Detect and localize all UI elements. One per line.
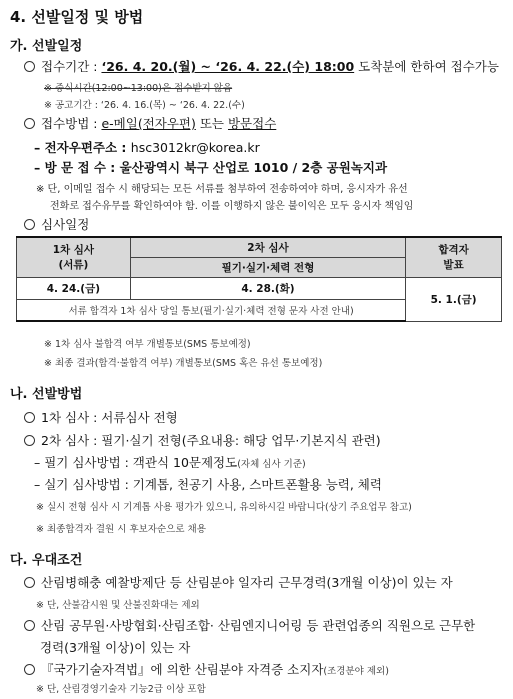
bullet-circle-icon <box>24 61 35 72</box>
method-label: 접수방법 : <box>41 116 102 131</box>
method-note-1: ※ 실시 전형 심사 시 기계톱 사용 평가가 있으니, 유의하시길 바랍니다(상기 주요업무 참고) <box>36 502 412 513</box>
subsection-preference: 다. 우대조건 <box>10 553 83 568</box>
bullet-circle-icon <box>24 664 35 675</box>
method-note-2: ※ 최종합격자 결원 시 후보자순으로 채용 <box>36 524 206 535</box>
method-item-2-text: 2차 심사 : 필기·실기 전형(주요내용: 해당 업무·기본지식 관련) <box>41 433 381 448</box>
receipt-period: ‘26. 4. 20.(월) ~ ‘26. 4. 22.(수) 18:00 <box>101 59 355 74</box>
first-review-date: 4. 24.(금) <box>17 277 131 299</box>
preference-item-3-small: (조경분야 제외) <box>323 666 389 677</box>
visit-line-label: – 방 문 접 수 : <box>34 160 120 175</box>
table-note: 서류 합격자 1차 심사 당일 통보(필기·실기·체력 전형 문자 사전 안내) <box>17 299 406 321</box>
preference-item-2 <box>24 616 475 634</box>
lunch-note: ※ 중식시간(12:00~13:00)은 접수받지 않음 <box>44 83 233 94</box>
receipt-period-line <box>24 57 499 75</box>
email-address[interactable]: hsc3012kr@korea.kr <box>130 140 260 155</box>
second-review-date: 4. 28.(화) <box>130 277 405 299</box>
after-table-note-2: ※ 최종 결과(합격·불합격 여부) 개별통보(SMS 혹은 유선 통보예정) <box>44 358 323 369</box>
preference-item-3-text: 『국가기술자격법』에 의한 산림분야 자격증 소지자 <box>41 662 324 677</box>
written-method-small: (자체 심사 기준) <box>237 459 306 470</box>
preference-item-1 <box>24 573 453 591</box>
bullet-circle-icon <box>24 118 35 129</box>
schedule-table <box>16 236 502 322</box>
visit-address: 울산광역시 북구 산업로 1010 / 2층 공원녹지과 <box>119 160 388 175</box>
email-note-2: 전화로 접수유무를 확인하여야 함. 이를 이행하지 않은 불이익은 모두 응시자 책임임 <box>50 201 414 212</box>
bullet-circle-icon <box>24 577 35 588</box>
bullet-circle-icon <box>24 620 35 631</box>
method-item-1 <box>24 408 178 426</box>
bullet-circle-icon <box>24 412 35 423</box>
preference-item-3 <box>24 660 389 678</box>
preference-item-2-text: 산림 공무원·사방협회·산림조합· 산림엔지니어링 등 관련업종의 직원으로 근무한 <box>41 618 476 633</box>
email-note-1: ※ 단, 이메일 접수 시 해당되는 모든 서류를 첨부하여 전송하여야 하며, 응시자가 유선 <box>36 184 408 195</box>
written-method-text: – 필기 심사방법 : 객관식 10문제정도 <box>34 455 238 470</box>
schedule-label-line <box>24 215 89 233</box>
method-visit: 방문접수 <box>227 116 277 131</box>
receipt-label: 접수기간 : <box>41 59 102 74</box>
notice-period-note: ※ 공고기간 : ‘26. 4. 16.(목) ~ ‘26. 4. 22.(수) <box>44 100 245 111</box>
section-title: 4. 선발일정 및 방법 <box>10 8 144 26</box>
preference-item-2-cont: 경력(3개월 이상)이 있는 자 <box>40 640 191 655</box>
visit-address-line <box>34 158 387 176</box>
method-item-2 <box>24 431 381 449</box>
announcement-date: 5. 1.(금) <box>406 277 502 321</box>
col1-header: 1차 심사 (서류) <box>17 237 131 277</box>
receipt-suffix: 도착분에 한하여 접수가능 <box>354 59 499 74</box>
email-line-label: – 전자우편주소 : <box>34 140 131 155</box>
method-line <box>24 114 276 132</box>
preference-note-1: ※ 단, 산불감시원 및 산불진화대는 제외 <box>36 600 200 611</box>
method-or: 또는 <box>195 116 228 131</box>
col2-header-top: 2차 심사 <box>130 237 405 257</box>
email-address-line <box>34 138 260 156</box>
schedule-label: 심사일정 <box>41 217 90 232</box>
preference-item-1-text: 산림병해충 예찰방제단 등 산림분야 일자리 근무경력(3개월 이상)이 있는 자 <box>41 575 453 590</box>
method-email: e-메일(전자우편) <box>101 116 196 131</box>
col2-header-bottom: 필기·실기·체력 전형 <box>130 257 405 277</box>
subsection-method: 나. 선발방법 <box>10 387 83 402</box>
col3-header: 합격자 발표 <box>406 237 502 277</box>
bullet-circle-icon <box>24 219 35 230</box>
subsection-schedule: 가. 선발일정 <box>10 39 83 54</box>
after-table-note-1: ※ 1차 심사 불합격 여부 개별통보(SMS 통보예정) <box>44 339 251 350</box>
practical-method: – 실기 심사방법 : 기계톱, 천공기 사용, 스마트폰활용 능력, 체력 <box>34 477 382 492</box>
method-item-1-text: 1차 심사 : 서류심사 전형 <box>41 410 178 425</box>
preference-note-3: ※ 단, 산림경영기술자 기능2급 이상 포함 <box>36 684 206 695</box>
written-method <box>34 453 306 471</box>
bullet-circle-icon <box>24 435 35 446</box>
